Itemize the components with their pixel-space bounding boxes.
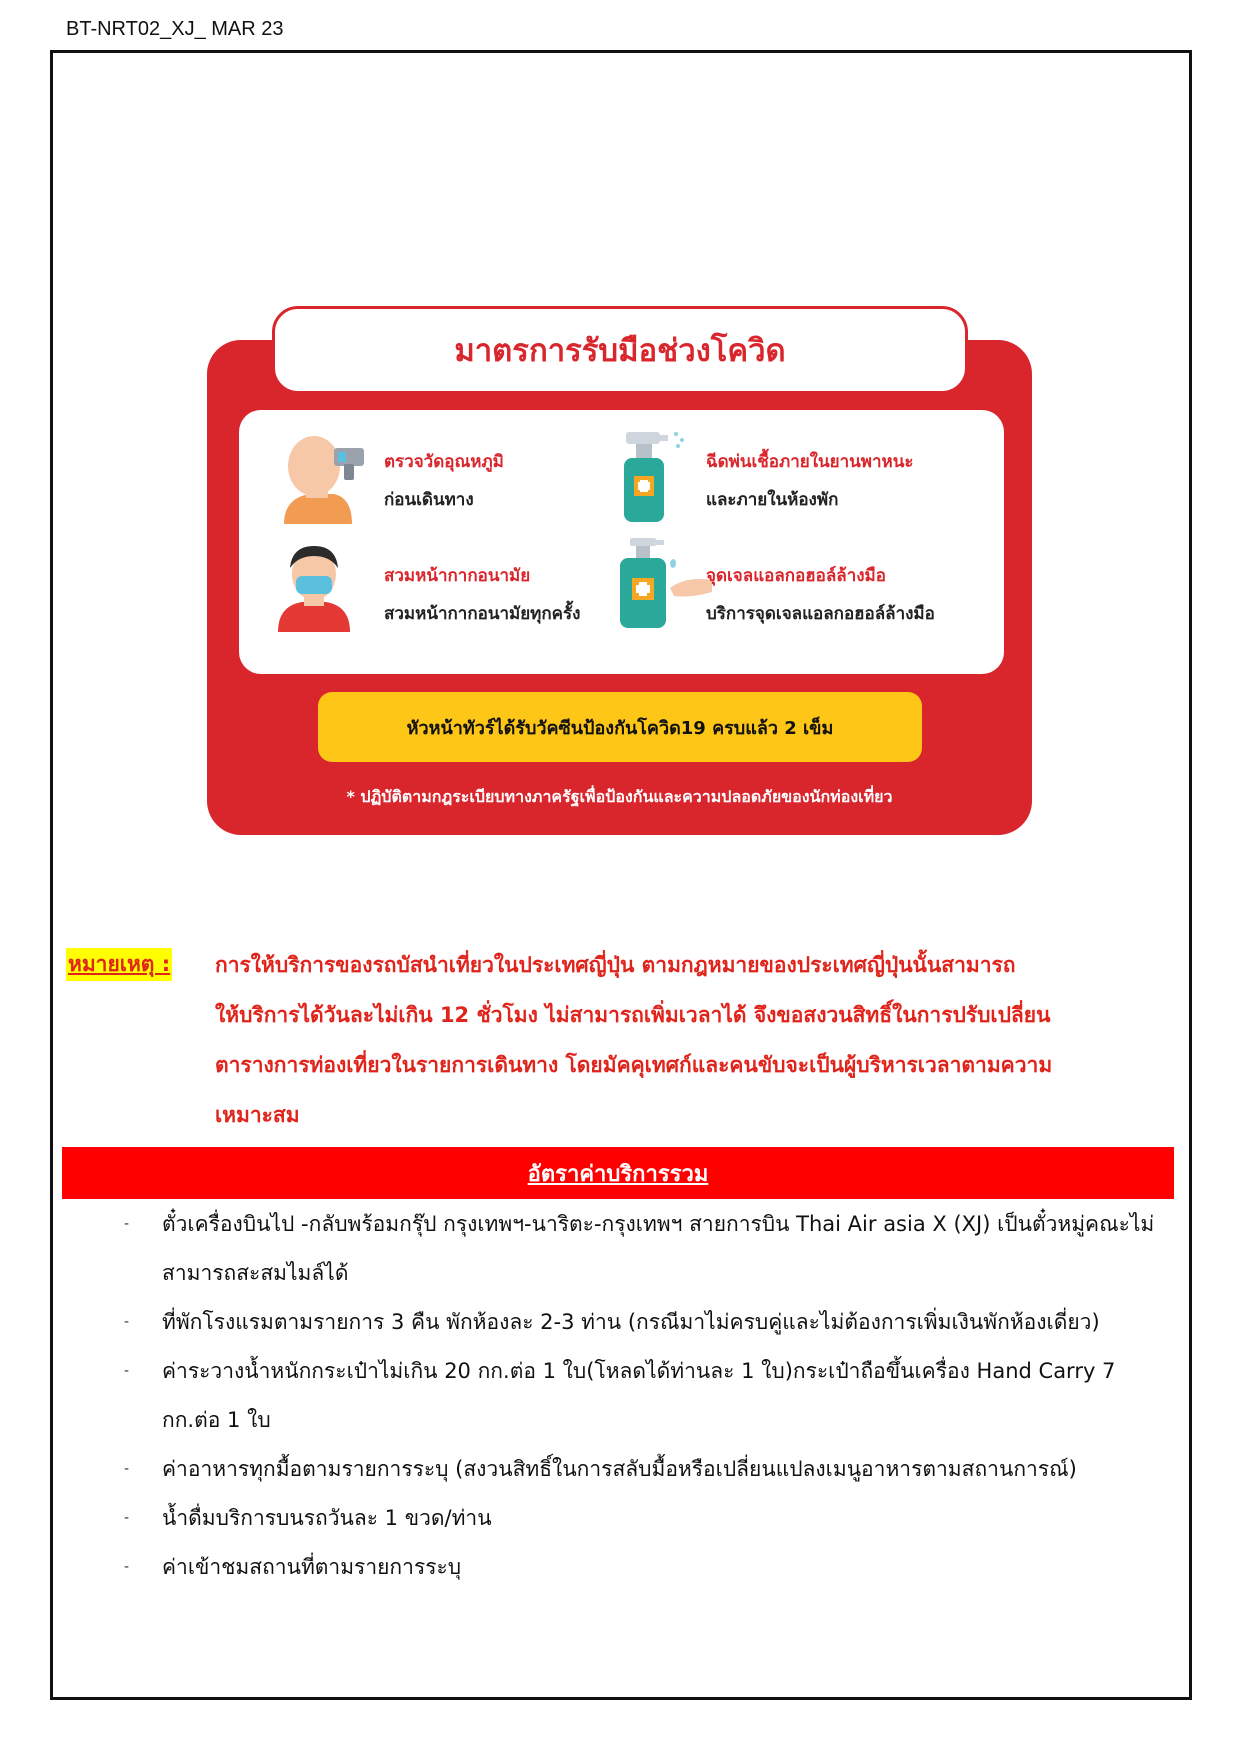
list-item-text: ที่พักโรงแรมตามรายการ 3 คืน พักห้องละ 2-3 ท่าน (กรณีมาไม่ครบคู่และไม่ต้องการเพิ่มเงินพักห้องเดี่ยว) — [162, 1310, 1100, 1334]
list-item-text: น้ำดื่มบริการบนรถวันละ 1 ขวด/ท่าน — [162, 1506, 492, 1530]
measure-temperature-desc: ก่อนเดินทาง — [384, 490, 474, 510]
list-item: - ที่พักโรงแรมตามรายการ 3 คืน พักห้องละ 2-3 ท่าน (กรณีมาไม่ครบคู่และไม่ต้องการเพิ่มเงินพักห้องเดี่ยว) — [124, 1310, 1100, 1334]
measure-mask-desc: สวมหน้ากากอนามัยทุกครั้ง — [384, 604, 581, 624]
list-item: - ค่าอาหารทุกมื้อตามรายการระบุ (สงวนสิทธิ์ในการสลับมื้อหรือเปลี่ยนแปลงเมนูอาหารตามสถานการณ์) — [124, 1457, 1077, 1481]
covid-footnote: * ปฏิบัติตามกฎระเบียบทางภาครัฐเพื่อป้องกันและความปลอดภัยของนักท่องเที่ยว — [346, 787, 893, 806]
covid-title: มาตรการรับมือช่วงโควิด — [454, 333, 786, 369]
spray-bottle-icon — [616, 428, 686, 524]
measure-temperature — [384, 448, 504, 513]
measure-temperature-title: ตรวจวัดอุณหภูมิ — [384, 452, 504, 472]
remark-line: ตารางการท่องเที่ยวในรายการเดินทาง โดยมัคคุเทศก์และคนขับจะเป็นผู้บริหารเวลาตามความ — [215, 1053, 1053, 1077]
measure-disinfection-desc: และภายในห้องพัก — [706, 490, 839, 510]
measure-mask-title: สวมหน้ากากอนามัย — [384, 566, 531, 586]
list-item: - ค่าเข้าชมสถานที่ตามรายการระบุ — [124, 1555, 462, 1579]
rates-list — [120, 1200, 1180, 1592]
remark-line: ให้บริการได้วันละไม่เกิน 12 ชั่วโมง ไม่สามารถเพิ่มเวลาได้ จึงขอสงวนสิทธิ์ในการปรับเปลี่ยน — [215, 1003, 1051, 1027]
face-mask-icon — [274, 540, 354, 632]
measure-disinfection-title: ฉีดพ่นเชื้อภายในยานพาหนะ — [706, 452, 914, 472]
list-item: - ค่าระวางน้ำหนักกระเป๋าไม่เกิน 20 กก.ต่อ 1 ใบ(โหลดได้ท่านละ 1 ใบ)กระเป๋าถือขึ้นเครื่อง Hand Carry 7 กก.ต่อ 1 ใบ — [124, 1359, 1116, 1432]
list-item-text: ตั๋วเครื่องบินไป -กลับพร้อมกรุ๊ป กรุงเทพฯ-นาริตะ-กรุงเทพฯ สายการบิน Thai Air asia X (XJ) เป็นตั๋วหมู่คณะไม่สามารถสะสมไมล์ได้ — [162, 1212, 1155, 1285]
document-code: BT-NRT02_XJ_ MAR 23 — [66, 18, 284, 40]
measure-mask — [384, 562, 580, 627]
measure-sanitizer — [706, 562, 935, 627]
list-item-text: ค่าอาหารทุกมื้อตามรายการระบุ (สงวนสิทธิ์ในการสลับมื้อหรือเปลี่ยนแปลงเมนูอาหารตามสถานการณ์) — [162, 1457, 1077, 1481]
hand-sanitizer-icon — [616, 536, 716, 630]
list-item-text: ค่าเข้าชมสถานที่ตามรายการระบุ — [162, 1555, 462, 1579]
measure-sanitizer-title: จุดเจลแอลกอฮอล์ล้างมือ — [706, 566, 886, 586]
remark-line: การให้บริการของรถบัสนำเที่ยวในประเทศญี่ปุ่น ตามกฎหมายของประเทศญี่ปุ่นนั้นสามารถ — [215, 953, 1016, 977]
measure-sanitizer-desc: บริการจุดเจลแอลกอฮอล์ล้างมือ — [706, 604, 935, 624]
thermometer-check-icon — [276, 432, 366, 524]
rates-header — [62, 1147, 1174, 1199]
remark-label: หมายเหตุ : — [66, 948, 172, 981]
rates-title: อัตราค่าบริการรวม — [527, 1161, 709, 1187]
measure-disinfection — [706, 448, 913, 513]
covid-title-box — [272, 306, 968, 394]
list-item: - น้ำดื่มบริการบนรถวันละ 1 ขวด/ท่าน — [124, 1506, 492, 1530]
remark-line: เหมาะสม — [215, 1103, 300, 1127]
list-item: - ตั๋วเครื่องบินไป -กลับพร้อมกรุ๊ป กรุงเทพฯ-นาริตะ-กรุงเทพฯ สายการบิน Thai Air asia X (XJ) เป็นตั๋วหมู่คณะไม่สามารถสะสมไมล์ได้ — [124, 1212, 1155, 1285]
list-item-text: ค่าระวางน้ำหนักกระเป๋าไม่เกิน 20 กก.ต่อ 1 ใบ(โหลดได้ท่านละ 1 ใบ)กระเป๋าถือขึ้นเครื่อง Hand Carry 7 กก.ต่อ 1 ใบ — [162, 1359, 1116, 1432]
remark-text — [215, 940, 1175, 1140]
vaccine-note: หัวหน้าทัวร์ได้รับวัคซีนป้องกันโควิด19 ครบแล้ว 2 เข็ม — [318, 692, 922, 762]
